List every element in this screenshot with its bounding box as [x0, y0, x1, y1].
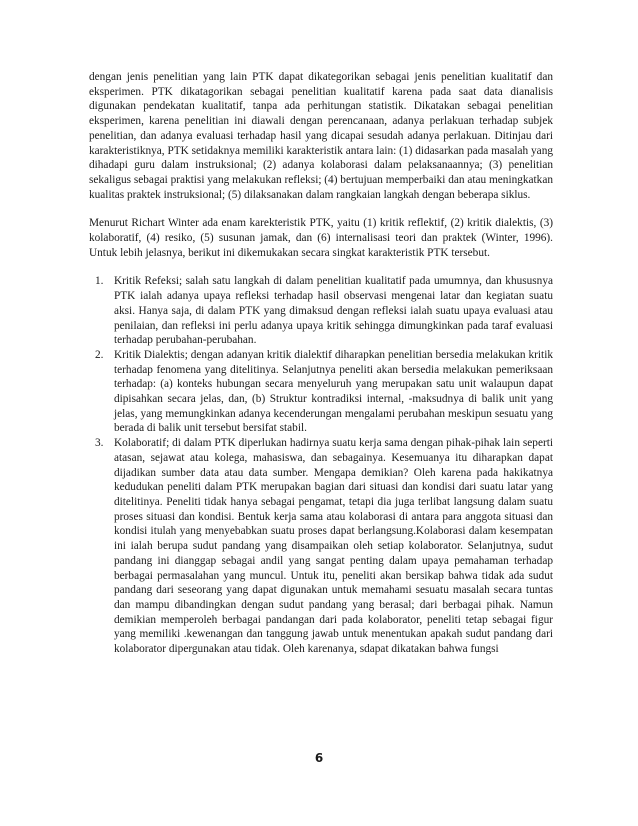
- list-number: 1.: [95, 275, 104, 288]
- list-item-text: Kritik Refeksi; salah satu langkah di dalam penelitian kualitatif pada umumnya, dan khususnya PTK ialah adanya upaya refleksi terhadap hasil observasi mengenai latar dan kegiatan suatu aksi. Hanya saja, di dalam PTK yang dimaksud dengan refleksi ialah suatu upaya evaluasi atau penilaian, dan refleksi ini perlu adanya upaya kritik sehingga dimungkinkan pada taraf evaluasi terhadap perubahan-perubahan.: [114, 275, 553, 347]
- list-item-kritik-refleksi: [89, 274, 553, 348]
- list-item-kritik-dialektis: [89, 348, 553, 436]
- page-body: [89, 70, 553, 657]
- list-number: 2.: [95, 348, 104, 361]
- list-item-kolaboratif: [89, 436, 553, 657]
- list-item-text: Kritik Dialektis; dengan adanyan kritik dialektif diharapkan penelitian bersedia melakukan kritik terhadap fenomena yang ditelitinya. Selanjutnya peneliti akan bersedia melakukan pemeriksaan terhadap: (a) konteks hubungan secara menyeluruh yang merupakan satu unit walaupun dapat dipisahkan secara jelas, dan, (b) Struktur kontradiksi internal, -maksudnya di balik unit yang jelas, yang memungkinkan adanya kecenderungan mengalami perubahan meskipun sesuatu yang berada di balik unit tersebut bersifat stabil.: [114, 348, 553, 435]
- characteristics-list: [89, 274, 553, 656]
- paragraph-winter: Menurut Richart Winter ada enam karekteristik PTK, yaitu (1) kritik reflektif, (2) kritik dialektis, (3) kolaboratif, (4) resiko, (5) susunan jamak, dan (6) internalisasi teori dan praktek (Winter, 1996). Untuk lebih jelasnya, berikut ini dikemukakan secara singkat karakteristik PTK tersebut.: [89, 217, 553, 259]
- list-number: 3.: [95, 437, 104, 450]
- page-number: 6: [314, 751, 324, 765]
- list-item-text: Kolaboratif; di dalam PTK diperlukan hadirnya suatu kerja sama dengan pihak-pihak lain seperti atasan, sejawat atau kolega, mahasiswa, dan sebagainya. Kesemuanya itu diharapkan dapat dijadikan sumber data atau data sumber. Mengapa demikian? Oleh karena pada hakikatnya kedudukan peneliti dalam PTK merupakan bagian dari situasi dan kondisi dari suatu latar yang ditelitinya. Peneliti tidak hanya sebagai pengamat, tetapi dia juga terlibat langsung dalam suatu proses situasi dan kondisi. Bentuk kerja sama atau kolaborasi di antara para anggota situasi dan kondisi itulah yang menyebabkan suatu proses dapat berlangsung.Kolaborasi dalam kesempatan ini ialah berupa sudut pandang yang disampaikan oleh setiap kolaborator. Selanjutnya, sudut pandang ini dianggap sebagai andil yang sangat penting dalam upaya pemahaman terhadap berbagai permasalahan yang muncul. Untuk itu, peneliti akan bersikap bahwa tidak ada sudut pandang dari seseorang yang dapat digunakan untuk memahami sesuatu masalah secara tuntas dan mampu dibandingkan dengan sudut pandang yang berasal; dari berbagai pihak. Namun demikian memperoleh berbagai pandangan dari pada kolaborator, peneliti tetap sebagai figur yang memiliki .kewenangan dan tanggung jawab untuk menentukan apakah sudut pandang dari kolaborator dipergunakan atau tidak. Oleh karenanya, sdapat dikatakan bahwa fungsi: [114, 437, 553, 656]
- paragraph-intro: dengan jenis penelitian yang lain PTK dapat dikategorikan sebagai jenis penelitian kualitatif dan eksperimen. PTK dikatagorikan sebagai penelitian kualitatif karena pada saat data dianalisis digunakan pendekatan kualitatif, tanpa ada perhitungan statistik. Dikatakan sebagai penelitian eksperimen, karena penelitian ini diawali dengan perencanaan, adanya perlakuan terhadap subjek penelitian, dan adanya evaluasi terhadap hasil yang dicapai sesudah adanya perlakuan. Ditinjau dari karakteristiknya, PTK setidaknya memiliki karakteristik antara lain: (1) didasarkan pada masalah yang dihadapi guru dalam instruksional; (2) adanya kolaborasi dalam pelaksanaannya; (3) penelitian sekaligus sebagai praktisi yang melakukan refleksi; (4) bertujuan memperbaiki dan atau meningkatkan kualitas praktek instruksional; (5) dilaksanakan dalam rangkaian langkah dengan beberapa siklus.: [89, 71, 553, 201]
